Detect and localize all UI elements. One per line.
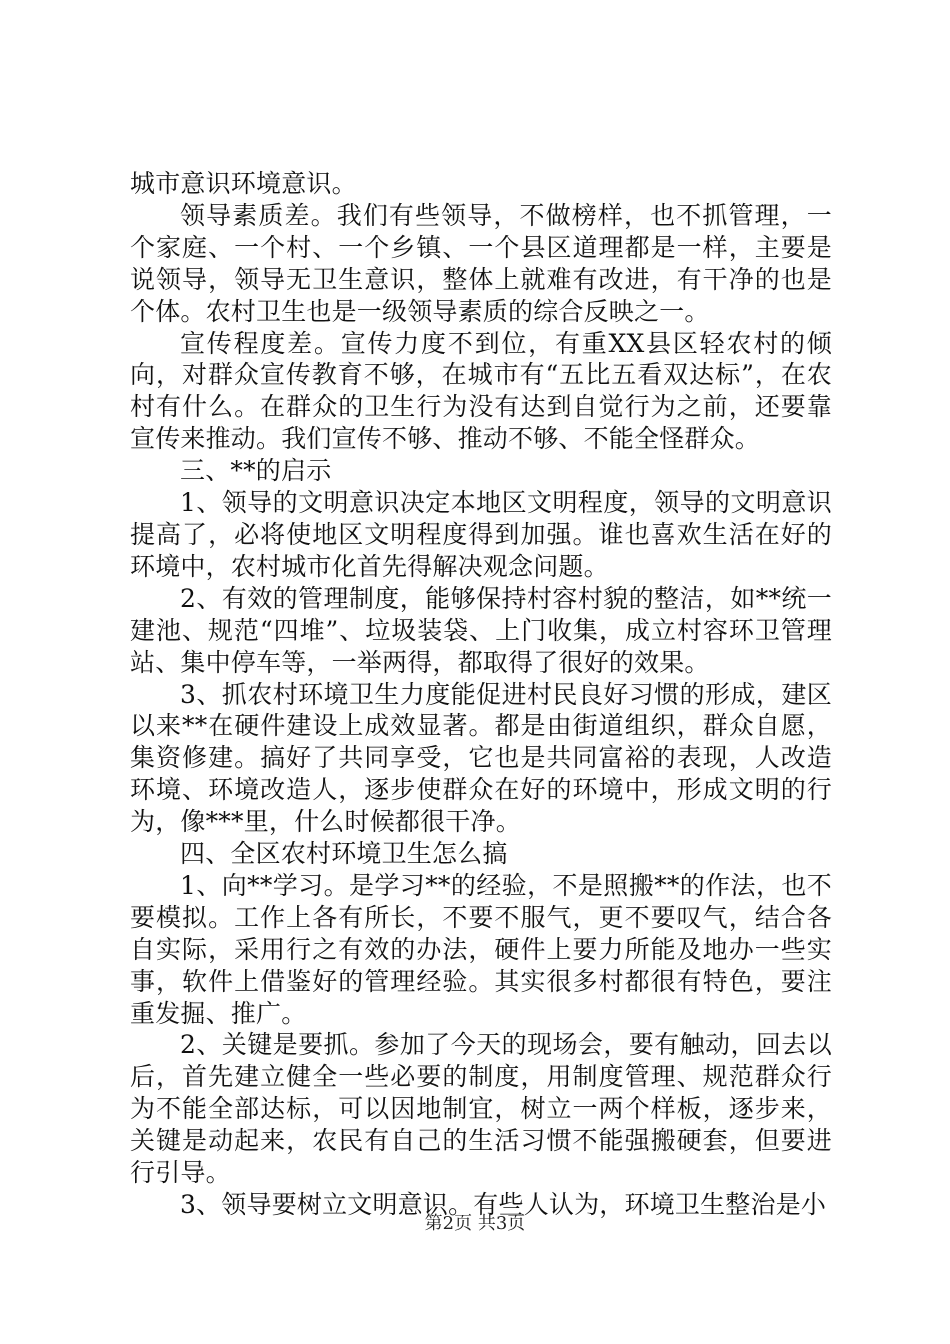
section-heading-three: 三、**的启示	[180, 456, 332, 486]
page-footer: 第2页 共3页	[424, 1213, 526, 1234]
paragraph-item-4-1: 1、向**学习。是学习**的经验，不是照搬**的作法，也不要模拟。工作上各有所长，不要不服气，更不要叹气，结合各自实际，采用行之有效的办法，硬件上要力所能及地办一些实事，软件上借鉴好的管理经验。其实很多村都很有特色，要注重发掘、推广。	[130, 870, 832, 1028]
paragraph-item-3-2: 2、有效的管理制度，能够保持村容村貌的整洁，如**统一建池、规范“四堆”、垃圾装袋、上门收集，成立村容环卫管理站、集中停车等，一举两得，都取得了很好的效果。	[130, 583, 832, 677]
paragraph-item-4-3: 3、领导要树立文明意识。有些人认为，环境卫生整治是小	[180, 1190, 827, 1219]
paragraph-item-3-3: 3、抓农村环境卫生力度能促进村民良好习惯的形成，建区以来**在硬件建设上成效显著。都是由街道组织，群众自愿，集资修建。搞好了共同享受，它也是共同富裕的表现，人改造环境、环境改造人，逐步使群众在好的环境中，形成文明的行为，像***里，什么时候都很干净。	[130, 679, 832, 837]
paragraph-item-4-2: 2、关键是要抓。参加了今天的现场会，要有触动，回去以后，首先建立健全一些必要的制度，用制度管理、规范群众行为不能全部达标，可以因地制宜，树立一两个样板，逐步来，关键是动起来，农民有自己的生活习惯不能强搬硬套，但要进行引导。	[130, 1030, 832, 1188]
paragraph-continuation: 城市意识环境意识。	[130, 169, 357, 198]
document-body	[130, 168, 832, 1221]
paragraph-leadership-quality: 领导素质差。我们有些领导，不做榜样，也不抓管理，一个家庭、一个村、一个乡镇、一个县区道理都是一样，主要是说领导，领导无卫生意识，整体上就难有改进，有干净的也是个体。农村卫生也是一级领导素质的综合反映之一。	[130, 200, 832, 326]
paragraph-publicity: 宣传程度差。宣传力度不到位，有重XX县区轻农村的倾向，对群众宣传教育不够，在城市有“五比五看双达标”，在农村有什么。在群众的卫生行为没有达到自觉行为之前，还要靠宣传来推动。我们宣传不够、推动不够、不能全怪群众。	[130, 328, 832, 454]
section-heading-four: 四、全区农村环境卫生怎么搞	[180, 839, 508, 869]
paragraph-item-3-1: 1、领导的文明意识决定本地区文明程度，领导的文明意识提高了，必将使地区文明程度得到加强。谁也喜欢生活在好的环境中，农村城市化首先得解决观念问题。	[130, 488, 832, 581]
